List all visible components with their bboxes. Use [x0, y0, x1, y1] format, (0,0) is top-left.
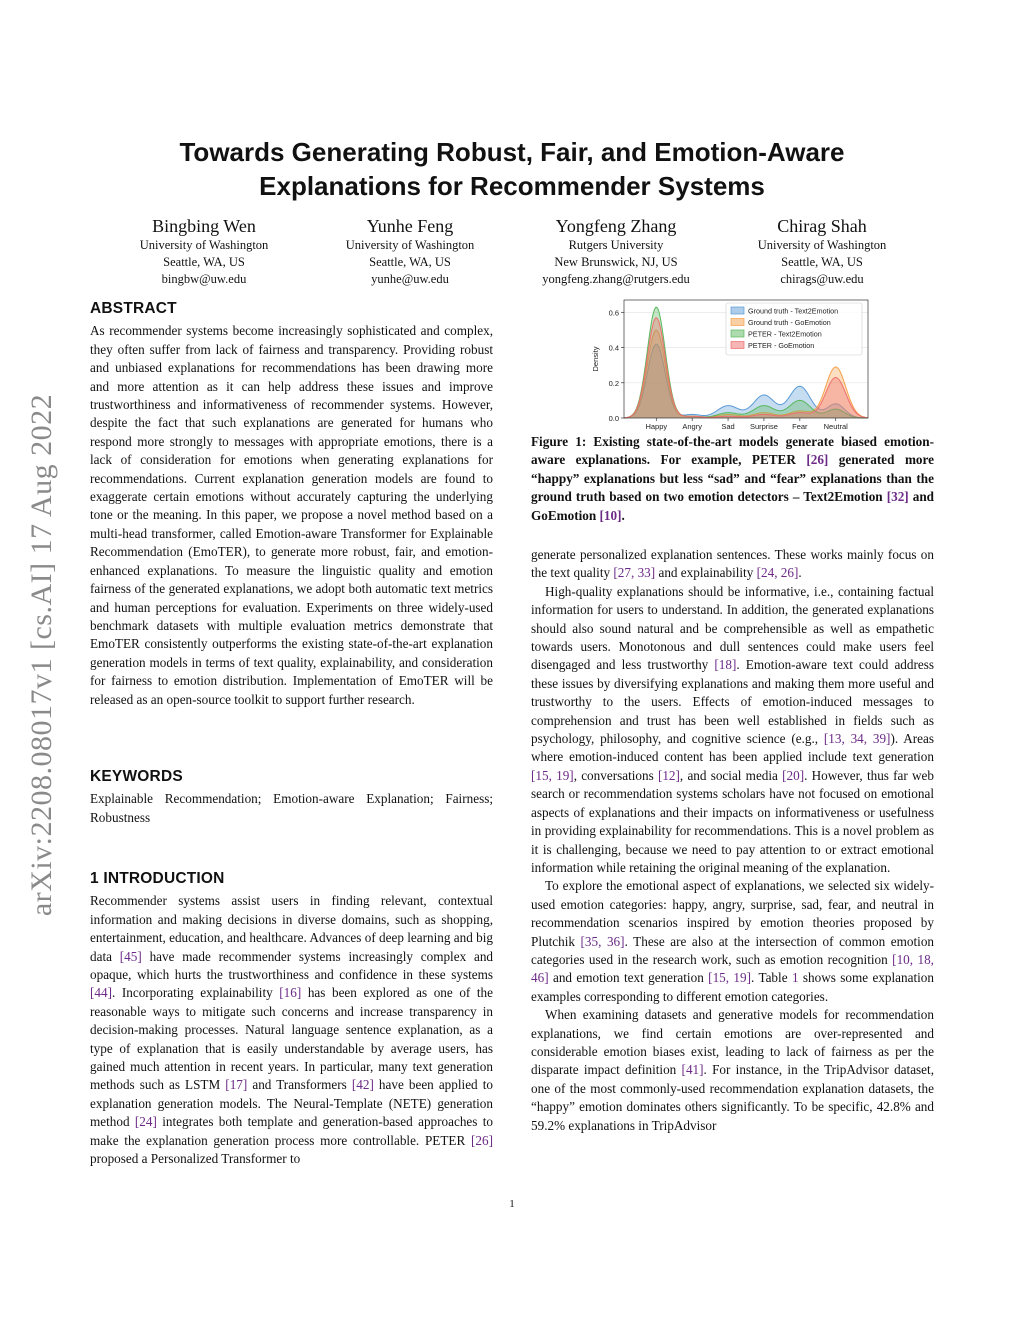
author-name: Chirag Shah	[777, 216, 867, 236]
author-name: Yunhe Feng	[366, 216, 454, 236]
x-tick-label: Sad	[721, 422, 735, 431]
author-location: Seattle, WA, US	[369, 255, 451, 269]
figure-1-density-chart	[588, 296, 873, 432]
legend-label: Ground truth - Text2Emotion	[748, 306, 839, 316]
citation-link[interactable]: [24]	[134, 1114, 157, 1130]
paper-title	[120, 135, 904, 203]
legend-swatch	[731, 307, 744, 314]
title-line-2: Explanations for Recommender Systems	[259, 171, 765, 201]
author-affiliation: University of Washington	[139, 238, 269, 252]
author-affiliation: Rutgers University	[568, 238, 664, 252]
citation-link[interactable]: [41]	[681, 1062, 704, 1078]
citation-link[interactable]: [18]	[714, 657, 737, 673]
table-reference-link[interactable]: 1	[791, 970, 799, 986]
citation-link[interactable]: [20]	[782, 767, 805, 783]
citation-link[interactable]: [44]	[90, 985, 112, 1001]
paragraph: generate personalized explanation sentences. These works mainly focus on the text quality [27, 33] and explainability [24, 26].	[531, 547, 934, 581]
author-email[interactable]: bingbw@uw.edu	[161, 272, 247, 286]
keywords-section	[90, 768, 493, 827]
paragraph: To explore the emotional aspect of explanations, we selected six widely-used emotion categories: happy, angry, surprise, sad, fear, and neutral in recommendation scenarios inspired by emotion theories proposed by Plutchik [35, 36]. These are also at the intersection of common emotion categories used in the research work, such as emotion recognition [10, 18, 46] and emotion text generation [15, 19]. Table 1 shows some explanation examples corresponding to different emotion categories.	[531, 878, 935, 1004]
x-tick-label: Angry	[682, 422, 702, 431]
author-4	[712, 215, 932, 288]
y-tick-label: 0.6	[608, 308, 619, 318]
author-name: Yongfeng Zhang	[555, 216, 677, 236]
legend-label: Ground truth - GoEmotion	[748, 318, 831, 327]
x-tick-label: Fear	[792, 422, 808, 431]
citation-link[interactable]: [42]	[351, 1077, 374, 1093]
y-tick-label: 0.0	[608, 414, 619, 423]
keywords-text: Explainable Recommendation; Emotion-aware Explanation; Fairness; Robustness	[90, 791, 493, 825]
legend-swatch	[731, 319, 744, 326]
paragraph: High-quality explanations should be informative, i.e., containing factual information for users to understand. In addition, the generated explanations should also sound natural and be comprehensible as well as empathetic towards users. Monotonous and dull sentences could make users feel disengaged and less trustworthy [18]. Emotion-aware text could address these issues by diversifying explanations and making them more useful and trustworthy to the users. Effects of emotion-induced messages to comprehension and trust has been well established in fields such as psychology, philosophy, and cognitive science (e.g., [13, 34, 39]). Areas where emotion-induced content has been applied include text generation [15, 19], conversations [12], and social media [20]. However, thus far web search or recommendation systems scholars have not focused on emotional aspects of explanations and their impacts on informativeness or usefulness in providing explainability for recommendations. This is a novel problem as it is challenging, because we need to pay attention to or extract emotional information while retaining the original meaning of the explanation.	[531, 583, 935, 875]
paragraph: When examining datasets and generative models for recommendation explanations, we find certain emotions are over-represented and considerable emotion biases exist, leading to lack of fairness as per the disparate impact definition [41]. For instance, in the TripAdvisor dataset, one of the most commonly-used recommendation explanation datasets, the “happy” emotion dominates others significantly. To be specific, 42.8% and 59.2% explanations in TripAdvisor	[531, 1007, 934, 1133]
legend-swatch	[731, 342, 744, 349]
author-email[interactable]: chirags@uw.edu	[780, 272, 864, 286]
title-line-1: Towards Generating Robust, Fair, and Emotion-Aware	[179, 137, 845, 167]
citation-link[interactable]: [26]	[471, 1132, 493, 1148]
citation-link[interactable]: [26]	[806, 452, 829, 468]
x-tick-label: Neutral	[823, 422, 848, 431]
author-name: Bingbing Wen	[152, 216, 256, 236]
citation-link[interactable]: [32]	[886, 489, 909, 505]
citation-link[interactable]: [15, 19]	[708, 970, 752, 986]
author-location: Seattle, WA, US	[163, 255, 245, 269]
page-number: 1	[509, 1198, 515, 1210]
introduction-heading: 1 INTRODUCTION	[90, 870, 225, 887]
right-column-text	[531, 546, 934, 1135]
citation-link[interactable]: [45]	[119, 948, 142, 964]
author-3	[506, 215, 726, 288]
citation-link[interactable]: [17]	[225, 1077, 248, 1093]
citation-link[interactable]: [12]	[657, 767, 680, 783]
y-tick-label: 0.4	[608, 343, 619, 353]
citation-link[interactable]: [27, 33]	[613, 565, 656, 581]
author-2	[300, 215, 520, 288]
author-location: New Brunswick, NJ, US	[554, 255, 678, 269]
author-email[interactable]: yunhe@uw.edu	[371, 272, 449, 286]
author-affiliation: University of Washington	[345, 238, 475, 252]
intro-paragraph-1: Recommender systems assist users in finding relevant, contextual information and making decisions in diverse domains, such as shopping, entertainment, education, and healthcare. Advances of deep learning and big data [45] have made recommender systems increasingly complex and opaque, which hurts the trustworthiness and confidence in these systems [44]. Incorporating explainability [16] has been explored as one of the reasonable ways to mitigate such concerns and increase transparency in decision-making processes. Natural language sentence explanation, as a type of explanation that is easily understandable by average users, has gained much attention in recent years. In particular, many text generation methods such as LSTM [17] and Transformers [42] have been applied to explanation generation models. The Neural-Template (NETE) generation method [24] integrates both template and generation-based approaches to make the explanation generation process more controllable. PETER [26] proposed a Personalized Transformer to	[90, 893, 494, 1167]
abstract-section	[90, 300, 493, 709]
citation-link[interactable]: [10, 18, 46]	[531, 951, 934, 986]
citation-link[interactable]: [10]	[599, 507, 622, 523]
x-tick-label: Happy	[645, 422, 668, 431]
abstract-text: As recommender systems become increasingly sophisticated and complex, they often suffer from lack of fairness and transparency. Providing robust and unbiased explanations for recommendations has been drawing more and more attention as it can help address these issues and improve trustworthiness and informativeness of recommender systems. However, despite the fact that such explanations are generated for humans who respond more strongly to messages with appropriate emotions, there is a lack of consideration for emotions when generating explanations for recommendations. Current explanation generation models are found to exaggerate certain emotions without accurately capturing the underlying tone or the meaning. In this paper, we propose a novel method based on a multi-head transformer, called Emotion-aware Transformer for Explainable Recommendation (EmoTER), to generate more robust, fair, and emotion-enhanced explanations. To measure the linguistic quality and emotion fairness of the generated explanations, we adopt both automatic text metrics and human perceptions for evaluation. Experiments on three widely-used benchmark datasets with multiple evaluation metrics demonstrate that EmoTER consistently outperforms the existing state-of-the-art explanation generation models in terms of text quality, explainability, and consideration for fairness to emotion distribution. Implementation of EmoTER will be released as an open-source toolkit to support further research.	[90, 323, 493, 707]
citation-link[interactable]: [13, 34, 39]	[823, 731, 891, 747]
legend-swatch	[731, 330, 744, 337]
arxiv-sidebar	[12, 365, 72, 945]
x-tick-label: Surprise	[749, 422, 778, 431]
arxiv-identifier: arXiv:2208.08017v1 [cs.AI] 17 Aug 2022	[25, 393, 58, 917]
introduction-section	[90, 870, 493, 1169]
citation-link[interactable]: [15, 19]	[531, 767, 574, 783]
legend-label: PETER - Text2Emotion	[748, 329, 822, 339]
y-axis-label: Density	[591, 346, 600, 372]
legend-label: PETER - GoEmotion	[748, 341, 815, 350]
author-location: Seattle, WA, US	[781, 255, 863, 269]
citation-link[interactable]: [16]	[279, 985, 302, 1001]
figure-1-caption: Figure 1: Existing state-of-the-art models generate biased emotion-aware explanations. For example, PETER [26] generated more “happy” explanations but less “sad” and “fear” explanations than the ground truth based on two emotion detectors – Text2Emotion [32] and GoEmotion [10].	[531, 434, 935, 523]
author-affiliation: University of Washington	[757, 238, 887, 252]
citation-link[interactable]: [35, 36]	[580, 933, 625, 949]
author-email[interactable]: yongfeng.zhang@rutgers.edu	[542, 272, 690, 286]
citation-link[interactable]: [24, 26]	[756, 565, 799, 581]
keywords-heading: KEYWORDS	[90, 768, 183, 785]
density-plot	[588, 296, 873, 432]
y-tick-label: 0.2	[608, 378, 619, 388]
abstract-heading: ABSTRACT	[90, 300, 177, 317]
author-1	[94, 215, 314, 288]
